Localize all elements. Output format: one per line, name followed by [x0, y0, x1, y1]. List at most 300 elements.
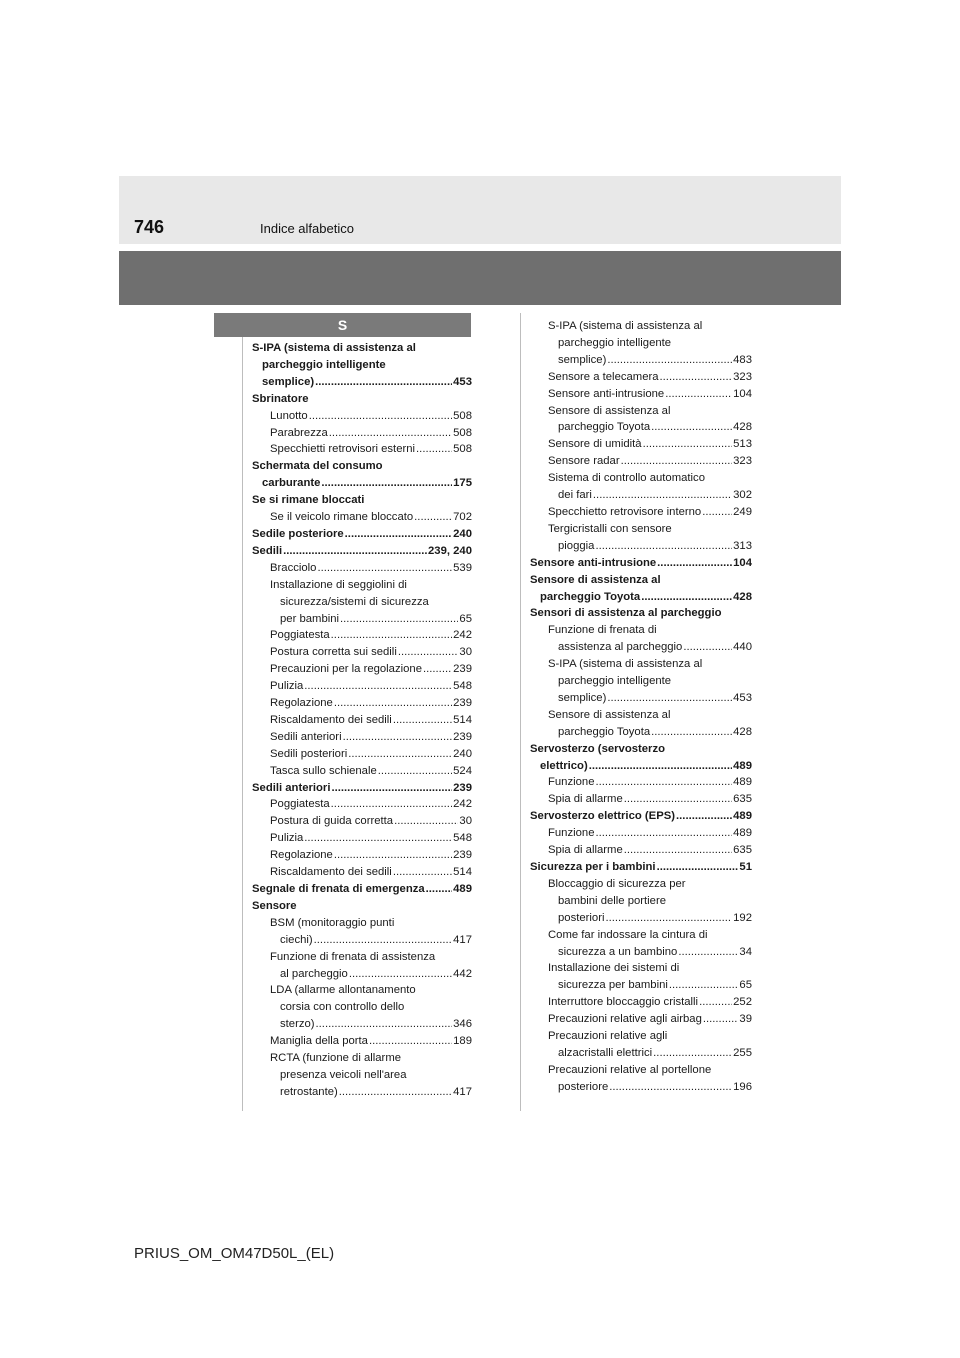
index-entry [530, 960, 752, 994]
index-entry-page: 428 [733, 421, 752, 434]
index-entry [530, 572, 752, 606]
index-entry-row [530, 639, 752, 656]
dot-leader [702, 504, 732, 521]
index-entry-page: 239 [453, 697, 472, 710]
dot-leader [304, 678, 452, 695]
dot-leader [426, 881, 452, 898]
index-entry-row [252, 780, 472, 797]
index-entry-term: Precauzioni relative agli airbag [548, 1013, 702, 1026]
index-entry [252, 543, 472, 560]
index-entry-line: LDA (allarme allontanamento [270, 984, 416, 997]
index-entry [252, 678, 472, 695]
index-entry [530, 1011, 752, 1028]
index-entry [530, 859, 752, 876]
dot-leader [593, 487, 732, 504]
index-entry-page: 252 [733, 996, 752, 1009]
index-entry-row [252, 746, 472, 763]
index-entry-row [252, 374, 472, 391]
index-entry-page: 524 [453, 764, 472, 777]
dot-leader [676, 808, 732, 825]
index-entry-term: Specchietti retrovisori esterni [270, 443, 416, 456]
index-entry [530, 453, 752, 470]
index-entry-row [252, 763, 472, 780]
index-entry-row [530, 589, 752, 606]
index-entry-line: S-IPA (sistema di assistenza al [252, 342, 416, 354]
index-entry-row [530, 724, 752, 741]
index-entry-term: Postura di guida corretta [270, 815, 394, 828]
index-entry-page: 489 [733, 759, 752, 772]
index-entry-term: Riscaldamento dei sedili [270, 713, 392, 726]
index-entry-line: Sbrinatore [252, 392, 309, 405]
index-entry-row [252, 408, 472, 425]
index-entry-term: Sedile posteriore [252, 527, 344, 540]
index-entry-row [530, 419, 752, 436]
dot-leader [669, 977, 739, 994]
index-entry-row [530, 758, 752, 775]
index-entry [252, 746, 472, 763]
index-entry [530, 656, 752, 707]
dot-leader [315, 374, 452, 391]
index-entry-page: 239 [453, 730, 472, 743]
index-entry-page: 346 [453, 1018, 472, 1031]
document-code: PRIUS_OM_OM47D50L_(EL) [134, 1245, 335, 1262]
index-entry-page: 417 [453, 933, 472, 946]
index-entry-page: 302 [733, 489, 752, 502]
dot-leader [641, 589, 732, 606]
index-entry [252, 661, 472, 678]
dot-leader [589, 758, 732, 775]
dot-leader [340, 611, 458, 628]
index-entry [252, 340, 472, 391]
index-entry-term: assistenza al parcheggio [558, 641, 683, 654]
index-entry-row [530, 1011, 752, 1028]
index-entry [530, 707, 752, 741]
index-entry-term: Sensore radar [548, 455, 620, 468]
page-number: 746 [134, 217, 165, 237]
index-entry-term: Sensore a telecamera [548, 370, 659, 383]
index-entry-row [252, 881, 472, 898]
index-entry-page: 240 [453, 527, 472, 540]
index-entry [530, 369, 752, 386]
index-entry-page: 30 [459, 646, 472, 659]
index-entry-page: 428 [733, 590, 752, 603]
index-column-right [530, 318, 752, 1096]
index-entry-line: parcheggio intelligente [558, 675, 672, 688]
index-entry-page: 255 [733, 1046, 752, 1059]
dot-leader [607, 690, 732, 707]
index-entry [252, 763, 472, 780]
dot-leader [595, 825, 732, 842]
index-entry-row [252, 611, 472, 628]
dot-leader [369, 1033, 452, 1050]
index-entry-page: 417 [453, 1085, 472, 1098]
index-entry-row [252, 543, 472, 560]
index-entry-term: Maniglia della porta [270, 1035, 368, 1048]
index-entry-term: Servosterzo elettrico (EPS) [530, 810, 676, 823]
index-entry-row [530, 808, 752, 825]
index-entry-term: semplice) [262, 375, 315, 388]
index-entry [530, 741, 752, 775]
index-entry [530, 555, 752, 572]
index-entry-term: Postura corretta sui sedili [270, 646, 397, 659]
index-entry-page: 508 [453, 443, 472, 456]
index-entry-row [530, 944, 752, 961]
index-entry-row [252, 813, 472, 830]
index-entry-page: 513 [733, 438, 752, 451]
index-entry-term: Tasca sullo schienale [270, 764, 377, 777]
index-entry-row [530, 538, 752, 555]
dot-leader [609, 1079, 732, 1096]
index-entry-line: Precauzioni relative al portellone [548, 1063, 712, 1076]
index-entry [252, 864, 472, 881]
index-entry-line: Installazione di seggiolini di [270, 578, 407, 591]
index-entry [252, 830, 472, 847]
index-entry [252, 509, 472, 526]
index-entry-term: al parcheggio [280, 967, 348, 980]
index-entry-term: Sedili posteriori [270, 747, 348, 760]
index-entry-term: sicurezza per bambini [558, 979, 668, 992]
index-entry [252, 847, 472, 864]
index-entry-page: 175 [453, 477, 472, 490]
index-entry-row [530, 994, 752, 1011]
header-bar [119, 176, 841, 244]
index-entry-page: 489 [733, 776, 752, 789]
index-entry-term: dei fari [558, 489, 592, 502]
index-entry-term: Sedili anteriori [252, 781, 331, 794]
index-entry-term: alzacristalli elettrici [558, 1046, 653, 1059]
index-entry-page: 635 [733, 793, 752, 806]
dot-leader [703, 1011, 739, 1028]
index-entry [530, 842, 752, 859]
index-entry-row [252, 526, 472, 543]
index-entry-term: Pulizia [270, 680, 304, 693]
index-entry-line: parcheggio intelligente [558, 336, 672, 349]
index-entry [252, 458, 472, 492]
index-entry-page: 548 [453, 680, 472, 693]
index-entry-term: Precauzioni per la regolazione [270, 663, 422, 676]
index-entry [252, 949, 472, 983]
dot-leader [595, 774, 732, 791]
dot-leader [605, 910, 732, 927]
index-entry [252, 796, 472, 813]
index-entry-page: 440 [733, 641, 752, 654]
left-divider [242, 313, 243, 1111]
index-entry-row [252, 509, 472, 526]
index-entry-term: carburante [262, 477, 321, 490]
dot-leader [624, 791, 732, 808]
index-entry-page: 514 [453, 866, 472, 879]
index-entry-term: Sicurezza per i bambini [530, 861, 656, 873]
index-entry-row [530, 1079, 752, 1096]
index-entry-term: sterzo) [280, 1018, 315, 1031]
index-entry [252, 813, 472, 830]
dot-leader [660, 369, 733, 386]
index-entry-term: Interruttore bloccaggio cristalli [548, 996, 699, 1009]
index-entry-row [252, 1016, 472, 1033]
index-entry-row [530, 791, 752, 808]
index-entry-page: 196 [733, 1080, 752, 1093]
index-entry-row [530, 504, 752, 521]
index-entry-row [530, 352, 752, 369]
index-entry-term: posteriori [558, 911, 605, 924]
dot-leader [309, 408, 452, 425]
index-entry-row [530, 842, 752, 859]
index-entry-row [530, 910, 752, 927]
dot-leader [393, 712, 452, 729]
index-entry-page: 30 [459, 815, 472, 828]
index-entry-line: parcheggio intelligente [262, 358, 386, 371]
index-entry [252, 712, 472, 729]
index-entry-page: 239 [453, 781, 472, 794]
index-entry-term: parcheggio Toyota [558, 421, 651, 434]
dot-leader [607, 352, 732, 369]
index-entry-page: 192 [733, 911, 752, 924]
index-entry-line: Funzione di frenata di [548, 624, 657, 637]
index-entry-row [530, 825, 752, 842]
index-entry-term: per bambini [280, 612, 340, 625]
dot-leader [423, 661, 452, 678]
index-entry-line: bambini delle portiere [558, 894, 667, 907]
index-entry [252, 881, 472, 898]
index-entry-row [252, 560, 472, 577]
index-entry [252, 644, 472, 661]
index-entry [252, 982, 472, 1033]
index-entry-term: sicurezza a un bambino [558, 945, 678, 958]
index-entry-page: 323 [733, 455, 752, 468]
index-entry-term: Segnale di frenata di emergenza [252, 883, 425, 895]
index-entry-term: Specchietto retrovisore interno [548, 505, 702, 518]
index-entry-term: parcheggio Toyota [540, 590, 641, 603]
index-entry-page: 453 [733, 691, 752, 704]
index-entry-row [252, 712, 472, 729]
index-entry-page: 508 [453, 409, 472, 422]
index-entry-row [252, 830, 472, 847]
index-entry-term: Pulizia [270, 832, 304, 845]
index-entry-page: 514 [453, 713, 472, 726]
index-entry-row [530, 386, 752, 403]
index-entry-line: Funzione di frenata di assistenza [270, 950, 436, 963]
dot-leader [621, 453, 733, 470]
dot-leader [317, 560, 452, 577]
index-entry [252, 780, 472, 797]
index-entry-term: Sensore anti-intrusione [530, 556, 657, 569]
index-entry-line: Sistema di controllo automatico [548, 472, 705, 485]
index-entry-page: 242 [453, 798, 472, 811]
index-entry-page: 635 [733, 844, 752, 857]
index-entry-term: Funzione [548, 776, 595, 789]
index-entry [530, 521, 752, 555]
index-entry-line: Tergicristalli con sensore [548, 522, 672, 535]
index-entry-term: Sedili [252, 544, 283, 557]
dot-leader [643, 436, 733, 453]
index-entry-page: 39 [739, 1013, 752, 1026]
index-entry-term: retrostante) [280, 1085, 338, 1098]
index-entry-term: Spia di allarme [548, 844, 623, 857]
index-entry-term: Funzione [548, 827, 595, 840]
index-entry-row [252, 661, 472, 678]
index-entry-row [530, 690, 752, 707]
index-entry [530, 318, 752, 369]
index-entry [530, 876, 752, 927]
index-entry-line: RCTA (funzione di allarme [270, 1052, 402, 1065]
index-entry-row [530, 977, 752, 994]
index-entry-row [252, 678, 472, 695]
dot-leader [678, 944, 738, 961]
index-entry-page: 313 [733, 539, 752, 552]
index-entry [530, 605, 752, 622]
index-entry-term: parcheggio Toyota [558, 725, 651, 738]
index-entry-line: Precauzioni relative agli [548, 1030, 668, 1043]
index-entry [530, 386, 752, 403]
dot-leader [345, 526, 452, 543]
index-entry-line: Sensore [252, 899, 297, 912]
index-entry-term: elettrico) [540, 759, 588, 772]
index-entry-term: Regolazione [270, 697, 333, 710]
index-entry-term: Sensore di umidità [548, 438, 642, 451]
index-entry [252, 729, 472, 746]
dot-leader [657, 555, 732, 572]
index-entry-line: corsia con controllo dello [280, 1001, 405, 1014]
index-entry [530, 994, 752, 1011]
index-entry [252, 425, 472, 442]
center-divider [520, 313, 521, 1111]
index-entry-row [252, 864, 472, 881]
index-entry-page: 453 [453, 375, 472, 388]
index-entry [530, 774, 752, 791]
index-entry-row [252, 729, 472, 746]
index-entry-row [252, 966, 472, 983]
dot-leader [314, 932, 452, 949]
index-entry-page: 489 [733, 810, 752, 823]
index-entry-row [530, 487, 752, 504]
index-entry-term: ciechi) [280, 933, 313, 946]
index-entry-row [252, 627, 472, 644]
index-entry-page: 489 [453, 883, 472, 895]
index-entry-term: Sedili anteriori [270, 730, 342, 743]
index-entry-row [252, 695, 472, 712]
index-entry-term: Se il veicolo rimane bloccato [270, 511, 414, 524]
index-entry-row [252, 475, 472, 492]
index-entry-term: Lunotto [270, 409, 308, 422]
index-letter-heading: S [214, 313, 471, 337]
index-entry [252, 627, 472, 644]
dot-leader [331, 780, 452, 797]
index-entry [252, 408, 472, 425]
section-title: Indice alfabetico [260, 221, 354, 236]
index-entry-term: Sensore anti-intrusione [548, 387, 665, 400]
index-entry-page: 508 [453, 426, 472, 439]
index-entry [530, 1062, 752, 1096]
index-entry-row [252, 1033, 472, 1050]
index-entry-page: 249 [733, 505, 752, 518]
index-entry-term: pioggia [558, 539, 595, 552]
dot-leader [343, 729, 453, 746]
index-entry-line: Bloccaggio di sicurezza per [548, 877, 686, 890]
index-entry-page: 489 [733, 827, 752, 840]
index-entry-page: 240 [453, 747, 472, 760]
dot-leader [378, 763, 452, 780]
index-entry-term: Bracciolo [270, 561, 317, 574]
index-entry-term: Spia di allarme [548, 793, 623, 806]
index-entry-term: Regolazione [270, 849, 333, 862]
index-entry-page: 428 [733, 725, 752, 738]
index-entry-row [530, 436, 752, 453]
index-entry-term: posteriore [558, 1080, 609, 1093]
index-entry-line: Come far indossare la cintura di [548, 928, 708, 941]
dot-leader [316, 1016, 453, 1033]
dot-leader [348, 746, 452, 763]
index-entry-line: Sensore di assistenza al [548, 404, 671, 417]
index-entry-row [530, 1045, 752, 1062]
dot-leader [624, 842, 732, 859]
index-entry [530, 470, 752, 504]
index-entry-row [252, 932, 472, 949]
index-entry-line: Sensore di assistenza al [530, 573, 661, 586]
dot-leader [329, 425, 452, 442]
index-entry [252, 441, 472, 458]
dot-leader [653, 1045, 732, 1062]
index-entry-row [252, 1084, 472, 1101]
index-entry-row [252, 796, 472, 813]
index-entry-line: sicurezza/sistemi di sicurezza [280, 595, 429, 608]
index-entry [530, 1028, 752, 1062]
index-entry [252, 526, 472, 543]
index-entry [252, 560, 472, 577]
index-entry-page: 189 [453, 1035, 472, 1048]
dot-leader [283, 543, 427, 560]
index-entry-line: Sensori di assistenza al parcheggio [530, 607, 722, 620]
index-entry-page: 242 [453, 629, 472, 642]
index-entry-line: presenza veicoli nell'area [280, 1068, 407, 1081]
index-entry [252, 391, 472, 408]
index-entry-row [252, 847, 472, 864]
index-entry-row [530, 859, 752, 876]
index-entry-term: semplice) [558, 353, 607, 366]
index-entry-page: 65 [459, 612, 472, 625]
index-entry [252, 695, 472, 712]
index-entry [252, 1050, 472, 1101]
index-entry [252, 577, 472, 628]
index-entry-page: 51 [739, 861, 752, 873]
index-entry [252, 915, 472, 949]
index-entry-line: Installazione dei sistemi di [548, 962, 680, 975]
index-entry [530, 436, 752, 453]
index-entry [252, 492, 472, 509]
index-entry [252, 1033, 472, 1050]
index-entry-term: Poggiatesta [270, 629, 330, 642]
index-entry-line: S-IPA (sistema di assistenza al [548, 658, 703, 671]
index-entry-line: Sensore di assistenza al [548, 708, 671, 721]
index-entry-term: Parabrezza [270, 426, 328, 439]
index-entry-page: 548 [453, 832, 472, 845]
dot-leader [398, 644, 459, 661]
header-band [119, 251, 841, 305]
index-entry-page: 442 [453, 967, 472, 980]
dot-leader [334, 695, 452, 712]
dot-leader [416, 441, 452, 458]
dot-leader [393, 864, 452, 881]
index-entry [252, 898, 472, 915]
index-entry-line: Se si rimane bloccati [252, 494, 365, 507]
index-entry-page: 702 [453, 511, 472, 524]
dot-leader [683, 639, 732, 656]
dot-leader [304, 830, 452, 847]
index-entry [530, 504, 752, 521]
dot-leader [657, 859, 739, 876]
index-entry [530, 403, 752, 437]
index-entry [530, 622, 752, 656]
index-entry [530, 808, 752, 825]
